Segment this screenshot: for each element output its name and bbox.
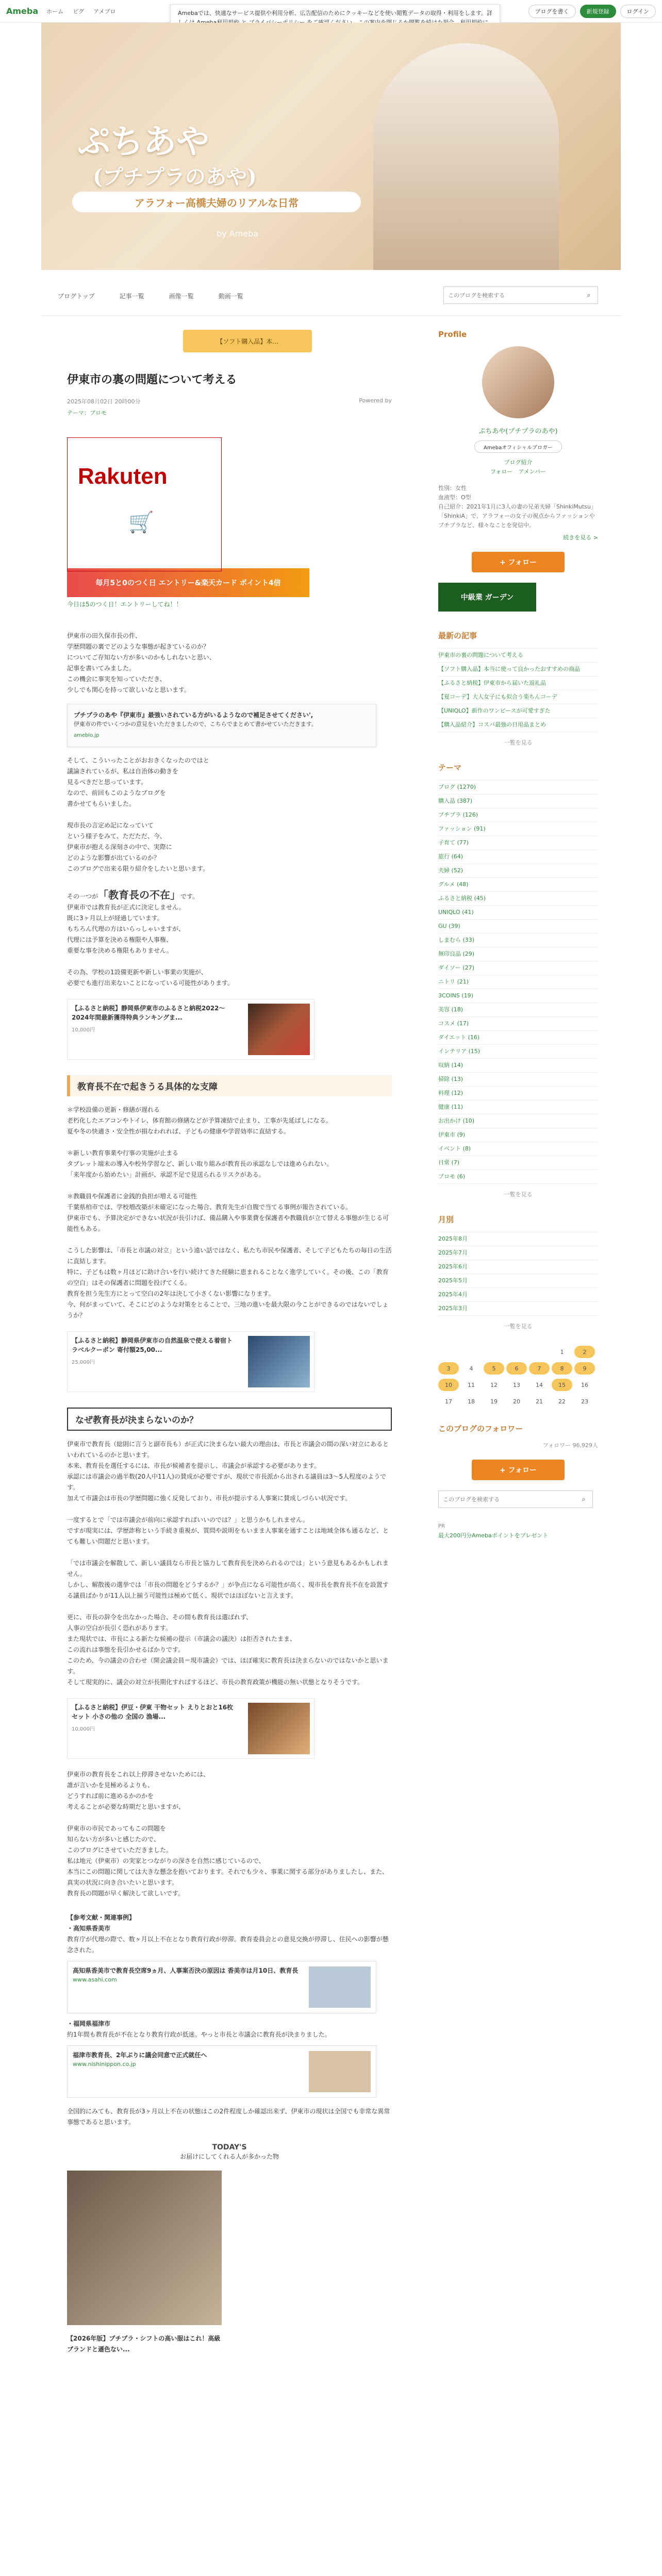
lead-line <box>67 890 392 902</box>
latest-item[interactable]: 伊東市の裏の問題について考える <box>438 649 598 663</box>
today-subheading: お届けにしてくれる人が多かった物 <box>179 2153 279 2160</box>
theme-item[interactable]: 夫婦 (52) <box>438 864 598 878</box>
reference-heading: 【参考文献・関連事例】 <box>67 1914 136 1921</box>
calendar-day[interactable]: 3 <box>438 1362 459 1375</box>
month-item[interactable]: 2025年4月 <box>438 1288 598 1302</box>
calendar-day[interactable]: 10 <box>438 1379 459 1391</box>
blog-subtitle: (プチプラのあや) <box>93 165 257 189</box>
article-meta <box>67 397 392 405</box>
calendar-day[interactable]: 6 <box>506 1362 527 1375</box>
theme-item[interactable]: ファッション (91) <box>438 822 598 836</box>
pr-label: Powered by <box>359 397 392 404</box>
theme-item[interactable]: ダイエット (16) <box>438 1031 598 1045</box>
theme-item[interactable]: 子育て (77) <box>438 836 598 850</box>
theme-item[interactable]: コスメ (17) <box>438 1017 598 1031</box>
promo-banner[interactable]: 【ソフト購入品】本... <box>183 330 312 352</box>
embed-source: ameblo.jp <box>74 733 100 738</box>
theme-item[interactable]: プチプラ (126) <box>438 808 598 822</box>
profile-link-follow[interactable]: フォロー <box>490 468 513 475</box>
theme-item[interactable]: 掃除 (13) <box>438 1073 598 1087</box>
blog-search <box>443 286 598 304</box>
follower-count: フォロワー 96,929人 <box>542 1442 598 1449</box>
embed-title: プチプラのあや『伊東市』最強いされている方がいるようなので補足させてください', <box>74 711 313 719</box>
paragraph-7: 全国的にみても、教育長が3ヶ月以上不在の状態はこの2件程度しか確認出来ず、伊東市の現状は全国でも非常な異常事態であると思います。 <box>67 2108 390 2126</box>
link2-thumbnail <box>248 1336 310 1387</box>
section-heading-1: 教育長不在で起きうる具体的な支障 <box>67 1075 392 1096</box>
nav-image-list[interactable]: 画像一覧 <box>169 292 194 300</box>
theme-item[interactable]: イベント (8) <box>438 1142 598 1156</box>
sidebar-search <box>438 1490 593 1508</box>
calendar-day <box>506 1346 527 1358</box>
by-ameba: by Ameba <box>217 229 259 239</box>
section-heading-2: なぜ教育長が決まらないのか？ <box>67 1408 392 1431</box>
write-blog-button[interactable]: ブログを書く <box>528 5 576 18</box>
avatar[interactable] <box>482 346 554 418</box>
search-icon[interactable]: ⌕ <box>587 291 591 299</box>
rakuten-ad[interactable] <box>67 437 222 571</box>
monthly-more-link[interactable]: 一覧を見る <box>504 1323 533 1330</box>
month-item[interactable]: 2025年3月 <box>438 1302 598 1316</box>
nav-entry-list[interactable]: 記事一覧 <box>119 292 144 300</box>
latest-item[interactable]: 【UNIQLO】新作のワンピースが可愛すぎた <box>438 704 598 718</box>
monthly-list <box>438 1232 598 1316</box>
signup-button[interactable]: 新規登録 <box>580 5 616 18</box>
theme-item[interactable]: グルメ (48) <box>438 878 598 892</box>
calendar <box>438 1346 598 1408</box>
month-item[interactable]: 2025年7月 <box>438 1246 598 1260</box>
nav-video-list[interactable]: 動画一覧 <box>218 292 243 300</box>
calendar-day[interactable]: 5 <box>484 1362 504 1375</box>
profile-heading: Profile <box>438 330 467 339</box>
calendar-day <box>529 1346 550 1358</box>
link3-price: 10,000円 <box>72 1726 95 1732</box>
rakuten-logo: Rakuten <box>78 464 168 489</box>
rakuten-point-banner[interactable]: 毎月5と0のつく日 エントリー&楽天カード ポイント4倍 <box>67 568 309 597</box>
blog-title: ぷちあや <box>77 123 209 161</box>
calendar-day[interactable]: 17 <box>445 1398 452 1405</box>
today-item-title[interactable]: 【2026年版】プチプラ・シフトの高い服はこれ！高級ブランドと遜色ない... <box>67 2335 221 2353</box>
reference-b-title: 福津市教育長、2年ぶりに議会同意で正式就任へ <box>73 2052 207 2059</box>
calendar-day[interactable]: 8 <box>552 1362 572 1375</box>
latest-item[interactable]: 【購入品紹介】コスパ最強の日用品まとめ <box>438 718 598 732</box>
article <box>67 330 392 2355</box>
profile-link-amember[interactable]: アメンバー <box>518 468 547 475</box>
month-item[interactable]: 2025年8月 <box>438 1232 598 1246</box>
calendar-day[interactable]: 2 <box>574 1346 595 1358</box>
paragraph-3: 伊東市では教育長が正式に決定しません。 既に3ヶ月以上が経過しています。 もちろん代理の方はいらっしゃいますが、 代理には予算を決める権限や人事権、 重要な事を決める権限もありません。 その為、学校の1設備更新や新しい事業の実施が、 必要でも進行出来ないことになっている可能性があります。 <box>67 904 234 987</box>
theme-label: テーマ： <box>67 410 90 416</box>
nav-blog-top[interactable]: ブログトップ <box>58 292 95 300</box>
latest-more-link[interactable]: 一覧を見る <box>504 739 533 746</box>
lead-tail: です。 <box>180 893 199 900</box>
reference-a-thumbnail <box>309 1967 371 2008</box>
reference-b-label: ・福岡県福津市 <box>67 2020 111 2027</box>
lead-text: その一つが <box>67 893 98 900</box>
profile-name[interactable]: ぷちあや(プチプラのあや) <box>478 428 558 435</box>
sidebar-ad[interactable]: 中級業 ガーデン <box>438 583 536 612</box>
reference-b-card[interactable] <box>67 2045 376 2098</box>
calendar-day <box>484 1346 504 1358</box>
calendar-day[interactable]: 21 <box>536 1398 543 1405</box>
nav-ameblo[interactable]: アメブロ <box>93 8 116 15</box>
embedded-blog-card[interactable] <box>67 704 376 747</box>
furusato-link-3[interactable] <box>67 1698 315 1759</box>
paragraph-6: 伊東市の教育長をこれ以上停滞させないためには、 誰が言いかを見極めるよりも、 どうすれば前に進めるかのかを 考えることが必要な時期だと思いますが、 伊東市の市民であってもこの問題を 知らない方が多いと感じたので、 このブログにさせていただきました。 私は地元（伊東市）の実家とつながりの深さを自然に感じているので、 本当にこの問題に関しては大きな懸念を抱いております。それでも少々、事業に関する部分がありましたし、また、真実の状況に向き合いたいと思います。 教育長の問題が早く解決して欲しいです。 <box>67 1771 389 1897</box>
header-actions <box>528 5 656 18</box>
blog-header-image[interactable] <box>41 23 621 270</box>
theme-list <box>438 780 598 1184</box>
footer-pr: PR <box>438 1523 445 1529</box>
theme-item[interactable]: 美容 (18) <box>438 1003 598 1017</box>
calendar-day[interactable]: 20 <box>513 1398 520 1405</box>
calendar-day[interactable]: 14 <box>536 1381 543 1388</box>
furusato-link-2[interactable] <box>67 1331 315 1392</box>
reference-a-title: 高知県香美市で教育長空席9ヵ月、人事案否決の原因は 香美市は月10日、教育長 <box>73 1967 299 1974</box>
profile-more-link[interactable]: 続きを見る > <box>563 534 598 541</box>
calendar-day[interactable]: 16 <box>581 1381 588 1388</box>
global-nav <box>46 7 115 15</box>
link2-title: 【ふるさと納税】静岡県伊東市の自然温泉で使える着宿トラベルクーポン 寄付額25,00... <box>72 1337 233 1353</box>
follower-heading: このブログのフォロワー <box>438 1424 523 1433</box>
theme-item[interactable]: インテリア (15) <box>438 1045 598 1059</box>
article-date: 2025年08月02日 20時00分 <box>67 398 141 405</box>
calendar-day[interactable]: 18 <box>468 1398 475 1405</box>
link1-thumbnail <box>248 1004 310 1055</box>
theme-item[interactable]: GU (39) <box>438 920 598 934</box>
theme-item[interactable]: ダイソー (27) <box>438 961 598 975</box>
paragraph-5: 伊東市で教育長（総則に言うと副市長も）が正式に決まらない最大の理由は、市長と市議会の間の深い対立にあるといわれているのかと思います。 本来、教育長を選任するには、市長が候補者を提示し、市議会が承認する必要があります。 承認には市議会の過半数(20人中11人)の賛成が必要ですが、現状で市長派から出される議員は3～5人程度のようです。 加えて市議会は市長の学歴問題に強く反発しており、市長が提示する人事案に賛成しづらい状況です。 一度するとで「では市議会が前向に承認すればいいのでは？」と思うかもしれません。 ですが現実には、学歴詐称という手続き重視が、質問や説明をもいまま人事案を通すことは地域全体も通るなど、とても難しい問題だと思います。 「では市議会を解散して、新しい議員なら市長と協力して教育長を決められるのでは」という意見もあるかもしれません。 しかし、解散後の選挙では「市長の問題をどうするか？」が争点になる可能性が高く、現市長を教育長不在を設置する議員ばかりが11人以上揃う可能性は極めて低く、現状ではほぼないと言えます。 更に、市長の辞令を出なかった場合、その間も教育長は選ばれず、 人事の空白が長引く恐れがあります。 また現状では、市長による新たな候補の提示（市議会の議決）は拒否されたまま、 この流れは事態を長引かせるばかりです。 このため、今の議会の合わせ（開会議会員＝現市議会）では、ほぼ確実に教育長は決まらないのではないかと思います。 そして現実的に、議会の対立が長期化すればするほど、市長の教育政策が機能の無い状態となりそうです。 <box>67 1440 389 1686</box>
theme-item[interactable]: プロモ (6) <box>438 1170 598 1184</box>
theme-item[interactable]: 3COINS (19) <box>438 989 598 1003</box>
theme-item[interactable]: 料理 (12) <box>438 1087 598 1100</box>
reference-b-body: 約1年間も教育長が不在となり教育行政が低迷。やっと市長と市議会に教育長が決まりました。 <box>67 2031 331 2038</box>
calendar-day[interactable]: 11 <box>468 1381 475 1388</box>
article-title[interactable]: 伊東市の裏の問題について考える <box>67 374 237 386</box>
link2-price: 25,000円 <box>72 1360 95 1365</box>
month-item[interactable]: 2025年5月 <box>438 1274 598 1288</box>
profile-link-intro[interactable]: ブログ紹介 <box>504 459 533 466</box>
official-badge[interactable]: Amebaオフィシャルブロガー <box>474 440 562 453</box>
lead-highlight: 「教育長の不在」 <box>98 889 181 901</box>
calendar-day <box>461 1346 482 1358</box>
cart-icon: 🛒 <box>128 511 154 534</box>
link3-thumbnail <box>248 1703 310 1754</box>
calendar-day[interactable]: 15 <box>552 1379 572 1391</box>
theme-item[interactable]: 購入品 (387) <box>438 794 598 808</box>
reference-a-label: ・高知県香美市 <box>67 1925 111 1932</box>
paragraph-1: 伊東市の田久保市長の件、 学歴問題の裏でどのような事態が起きているのか？ についてご存知ない方が多いのかもしれないと思い、 記事を書いてみました。 この機会に事実を知っていただき、 少しでも関心を持って欲しいなと思います。 <box>67 632 216 693</box>
theme-item[interactable]: ブログ (1270) <box>438 781 598 794</box>
calendar-day[interactable]: 7 <box>529 1362 550 1375</box>
monthly-heading: 月別 <box>438 1215 454 1224</box>
latest-list <box>438 648 598 732</box>
reference-a-card[interactable] <box>67 1961 376 2013</box>
theme-item[interactable]: 伊東市 (9) <box>438 1128 598 1142</box>
today-heading: TODAY'S <box>212 2143 247 2151</box>
nav-pigg[interactable]: ピグ <box>73 8 85 15</box>
calendar-day[interactable]: 12 <box>490 1381 498 1388</box>
divider <box>41 315 621 316</box>
calendar-day[interactable]: 4 <box>469 1365 473 1372</box>
latest-item[interactable]: 【ふるさと納税】伊東市から届いた返礼品 <box>438 676 598 690</box>
couple-photo <box>373 43 559 270</box>
reference-a-source: www.asahi.com <box>73 1976 117 1983</box>
embed-body: 伊東市の件でいくつかの意見をいただきましたので、こちらでまとめて書かせていただきます。 <box>74 721 317 727</box>
theme-item[interactable]: しまむら (33) <box>438 934 598 947</box>
calendar-day <box>438 1346 459 1358</box>
ameba-logo[interactable]: Ameba <box>6 6 39 16</box>
latest-heading: 最新の記事 <box>438 631 477 640</box>
calendar-day[interactable]: 23 <box>581 1398 588 1405</box>
login-button[interactable]: ログイン <box>620 5 656 18</box>
furusato-link-1[interactable] <box>67 999 315 1060</box>
link3-title: 【ふるさと納税】伊豆・伊東 干物セット えりとおと16枚セット 小さの他の 全国の 漁場... <box>72 1704 234 1720</box>
cookie-text: Amebaでは、快適なサービス提供や利用分析、広告配信のためにクッキーなどを使い閲覧データの取得・利用をします。詳 <box>178 10 492 16</box>
calendar-day[interactable]: 13 <box>513 1381 520 1388</box>
reference-a-body: 教育庁が代理の際で、数ヶ月以上不在となり教育行政が停滞。教育委員会との意見交換が停滞し、住民への影響が懸念された。 <box>67 1936 389 1954</box>
rakuten-note[interactable]: 今日は5のつく日！エントリーしてね！！ <box>67 601 183 608</box>
theme-item[interactable]: 旅行 (64) <box>438 850 598 864</box>
theme-item[interactable]: ニトリ (21) <box>438 975 598 989</box>
follow-button-2[interactable]: + フォロー <box>472 1460 565 1480</box>
calendar-day[interactable]: 9 <box>574 1362 595 1375</box>
theme-item[interactable]: お出かけ (10) <box>438 1114 598 1128</box>
article-theme[interactable] <box>67 409 392 417</box>
month-item[interactable]: 2025年6月 <box>438 1260 598 1274</box>
link1-price: 10,000円 <box>72 1027 95 1033</box>
latest-item[interactable]: 【ソフト購入品】本当に使って良かったおすすめの商品 <box>438 663 598 676</box>
theme-item[interactable]: 収納 (14) <box>438 1059 598 1073</box>
theme-item[interactable]: 無印良品 (29) <box>438 947 598 961</box>
theme-item[interactable]: 健康 (11) <box>438 1100 598 1114</box>
blog-tagline: アラフォー高橋夫婦のリアルな日常 <box>72 192 361 212</box>
profile-links <box>438 458 598 477</box>
paragraph-2: そして、こういったことがおおきくなったのではと 議論されているが、私は自治体の動きを 見るべきだと思っています。 なので、前回もこのようなブログを 書かせてもらいました。 現市長の言定め記になっていて という様子をみて、ただただ、今、 伊東市が抱える深刻さの中で、実際に どのような影響が出ているのか？ このブログで出来る限り紹介をしたいと思います。 <box>67 757 209 872</box>
theme-item[interactable]: 日常 (7) <box>438 1156 598 1170</box>
calendar-day[interactable]: 19 <box>490 1398 498 1405</box>
search-icon[interactable]: ⌕ <box>582 1495 586 1503</box>
today-item-image[interactable] <box>67 2171 222 2325</box>
blog-search-input[interactable] <box>444 287 580 303</box>
profile-text: 性別：女性 血液型：O型 自己紹介：2021年1月に3人の妻の兄弟夫婦「ShinkiMutsu」「ShinkiA」で、アラフォーの女子の視点からファッションやプチプラなど、様々なことを発信中。 <box>438 485 597 529</box>
sidebar <box>438 330 598 1539</box>
footer-point-link[interactable]: 最大200円分Amebaポイントをプレゼント <box>438 1532 549 1539</box>
reference-b-thumbnail <box>309 2051 371 2092</box>
calendar-day[interactable]: 1 <box>560 1348 564 1355</box>
theme-more-link[interactable]: 一覧を見る <box>504 1191 533 1198</box>
nav-home[interactable]: ホーム <box>46 8 64 15</box>
follow-button[interactable]: + フォロー <box>472 552 565 572</box>
theme-item[interactable]: UNIQLO (41) <box>438 906 598 920</box>
calendar-day[interactable]: 22 <box>558 1398 566 1405</box>
sidebar-search-input[interactable] <box>439 1491 575 1507</box>
paragraph-4: ＊学校設備の更新・修繕が遅れる 老朽化したエアコンやトイレ、体育館の修繕などが予算凍結で止まり、工事が先延ばしになる。 夏や冬の快適さ・安全性が損なわれれば、子どもの健康や学習効率に直結する。 ＊新しい教育事業や行事の実施が止まる タブレット端末の導入や校外学習など、新しい取り組みが教育長の承認なしでは進められない。 「来年度から始めたい」計画が、承認不足で見送られるリスクがある。 ＊教職員や保護者に金銭的負担が増える可能性 千葉県柏市では、学校増改築が未確定になった場合、教育先生が自腹で当てる事例が報告されている。 伊東市でも、予算決定ができない状況が長引けば、備品購入や事業費を保護者や教職員が立て替える事態が生じる可能性もある。 こうした影響は、「市長と市議の対立」という遠い話ではなく、私たち市民や保護者、そして子どもたちの毎日の生活に直結します。 特に、子どもは数ヶ月ほどに助け合いを行い続けてきた経験に恵まれることなく進学していく。その後、この「教育の空白」はその保護者に問題を投げてくる。 教育を担う先生方にとって空白の2年は決して小さくない影響になります。 今、何がまっていて、そこにどのような対策をとることで、三地の進いを最大限の今ことができるのではないでしょうか？ <box>67 1106 392 1319</box>
reference-b-source: www.nishinippon.co.jp <box>73 2061 136 2067</box>
theme-heading: テーマ <box>438 763 462 772</box>
latest-item[interactable]: 【夏コーデ】大人女子にも似合う楽ちんコーデ <box>438 690 598 704</box>
link1-title: 【ふるさと納税】静岡県伊東市のふるさと納税2022～2024年間最新獲得特典ランキングま... <box>72 1005 225 1021</box>
theme-item[interactable]: ふるさと納税 (45) <box>438 892 598 906</box>
theme-value: プロモ <box>90 410 107 416</box>
